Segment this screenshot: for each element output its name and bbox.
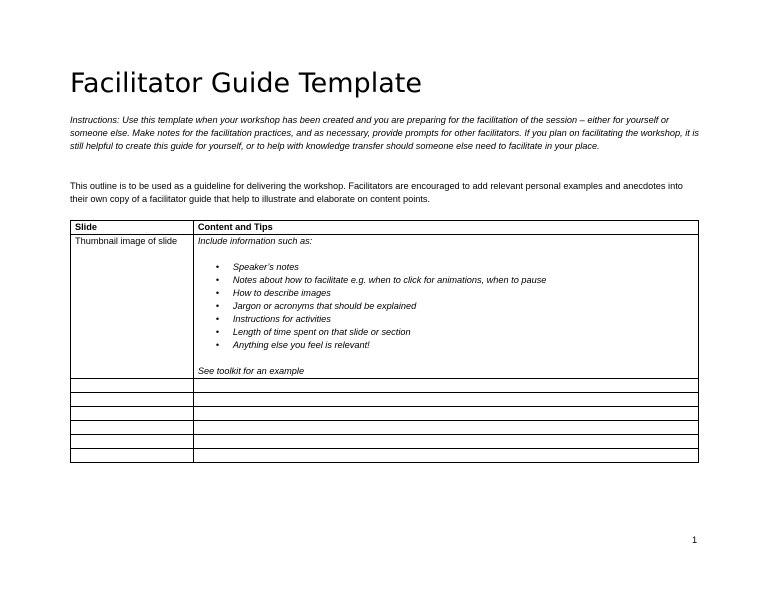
- header-content-and-tips: Content and Tips: [193, 221, 698, 235]
- list-item: [215, 313, 694, 326]
- list-item: [215, 287, 694, 300]
- empty-slide-cell: [71, 421, 194, 435]
- tips-list: [198, 261, 694, 352]
- header-slide: Slide: [71, 221, 194, 235]
- bullet-icon: •: [215, 327, 220, 337]
- bullet-icon: •: [215, 275, 220, 285]
- empty-slide-cell: [71, 393, 194, 407]
- facilitator-guide-table: [70, 220, 699, 463]
- table-row: [71, 435, 699, 449]
- empty-content-cell: [193, 435, 698, 449]
- bullet-icon: •: [215, 301, 220, 311]
- list-item-text: Speaker’s notes: [232, 262, 299, 272]
- empty-content-cell: [193, 407, 698, 421]
- content-cell: [193, 235, 698, 379]
- table-row: [71, 379, 699, 393]
- empty-content-cell: [193, 379, 698, 393]
- empty-content-cell: [193, 421, 698, 435]
- empty-slide-cell: [71, 379, 194, 393]
- instructions-paragraph: Instructions: Use this template when your workshop has been created and you are preparing for the facilitation of the session – either for yourself or someone else. Make notes for the facilitation practices, and as necessary, provide prompts for other facilitators. If you plan on facilitating the workshop, it is still helpful to create this guide for yourself, or to help with knowledge transfer should someone else need to facilitate in your place.: [70, 115, 699, 152]
- table-row: [71, 393, 699, 407]
- table-row: [71, 421, 699, 435]
- slide-cell: Thumbnail image of slide: [71, 235, 194, 379]
- empty-slide-cell: [71, 435, 194, 449]
- bullet-icon: •: [215, 288, 220, 298]
- page-title: Facilitator Guide Template: [70, 68, 422, 99]
- empty-slide-cell: [71, 449, 194, 463]
- list-item: [215, 339, 694, 352]
- page-number: 1: [692, 535, 698, 545]
- bullet-icon: •: [215, 340, 220, 350]
- table-header-row: [71, 221, 699, 235]
- outline-paragraph: This outline is to be used as a guideline for delivering the workshop. Facilitators are encouraged to add relevant personal examples and anecdotes into their own copy of a facilitator guide that help to illustrate and elaborate on content points.: [70, 181, 683, 205]
- empty-content-cell: [193, 393, 698, 407]
- list-item-text: How to describe images: [232, 288, 331, 298]
- empty-content-cell: [193, 449, 698, 463]
- empty-slide-cell: [71, 407, 194, 421]
- list-item-text: Instructions for activities: [232, 314, 331, 324]
- table-row: [71, 407, 699, 421]
- list-item-text: Length of time spent on that slide or section: [232, 327, 411, 337]
- list-item-text: Notes about how to facilitate e.g. when to click for animations, when to pause: [232, 275, 547, 285]
- list-item: [215, 261, 694, 274]
- list-item: [215, 274, 694, 287]
- list-item-text: Jargon or acronyms that should be explained: [232, 301, 417, 311]
- bullet-icon: •: [215, 262, 220, 272]
- list-item-text: Anything else you feel is relevant!: [232, 340, 370, 350]
- list-item: [215, 326, 694, 339]
- list-item: [215, 300, 694, 313]
- table-row: [71, 235, 699, 379]
- content-footer: See toolkit for an example: [197, 366, 305, 376]
- bullet-icon: •: [215, 314, 220, 324]
- content-intro: Include information such as:: [197, 236, 313, 246]
- table-row: [71, 449, 699, 463]
